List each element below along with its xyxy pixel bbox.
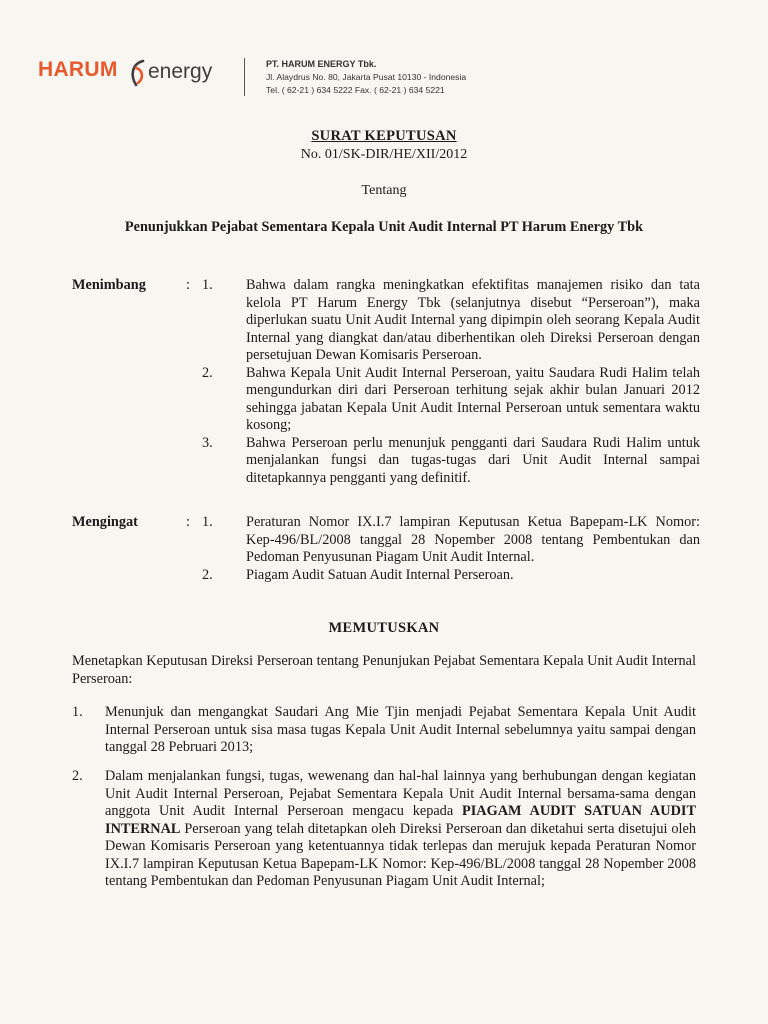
piagam-reference: PIAGAM AUDIT SATUAN AUDIT INTERNAL bbox=[105, 803, 696, 837]
decision-number: 2. bbox=[72, 768, 83, 784]
letterhead-divider bbox=[244, 58, 245, 96]
document-title: SURAT KEPUTUSAN bbox=[311, 128, 457, 144]
decision-intro: Menetapkan Keputusan Direksi Perseroan tentang Penunjukan Pejabat Sementara Kepala Unit Audit Internal Perseroan: bbox=[72, 653, 696, 687]
logo-energy-text: energy bbox=[148, 60, 213, 83]
decision-text: Menunjuk dan mengangkat Saudari Ang Mie Tjin menjadi Pejabat Sementara Kepala Unit Audit Internal Perseroan untuk sisa masa tugas Kepala Unit Audit Internal sebelumnya yaitu sampai dengan tanggal 28 Pebruari 2013; bbox=[105, 704, 696, 755]
company-info bbox=[266, 58, 466, 97]
company-name: PT. HARUM ENERGY Tbk. bbox=[266, 59, 377, 69]
tentang-label: Tentang bbox=[361, 183, 407, 198]
mengingat-list bbox=[202, 514, 700, 584]
decision-text-part: Perseroan yang telah ditetapkan oleh Direksi Perseroan dan diketahui serta disetujui oleh Dewan Komisaris Perseroan yang ketentuannya tidak terlepas dan merujuk kepada Peraturan Nomor IX.I.7 lampiran Keputusan Ketua Bapepam-LK Nomor: Kep-496/BL/2008 tanggal 28 Nopember 2008 tentang Pembentukan dan Pedoman Penyusunan Piagam Unit Audit Internal; bbox=[105, 820, 696, 889]
item-number: 3. bbox=[202, 434, 213, 451]
menimbang-item bbox=[202, 435, 700, 488]
mengingat-colon: : bbox=[186, 514, 190, 530]
item-number: 2. bbox=[202, 364, 213, 381]
mengingat-item bbox=[202, 514, 700, 567]
item-number: 1. bbox=[202, 514, 213, 530]
menimbang-label: Menimbang bbox=[72, 277, 146, 293]
mengingat-item bbox=[202, 567, 700, 585]
menimbang-colon: : bbox=[186, 277, 190, 293]
title-block bbox=[0, 128, 768, 163]
logo-swoosh-icon bbox=[128, 59, 148, 87]
decision-item-1 bbox=[72, 704, 696, 757]
logo-harum-text: HARUM bbox=[38, 58, 118, 81]
company-address: Jl. Alaydrus No. 80, Jakarta Pusat 10130 - Indonesia bbox=[266, 72, 467, 82]
decision-text-part: Dalam menjalankan fungsi, tugas, wewenang dan hal-hal lainnya yang berhubungan dengan kegiatan Unit Audit Internal Perseroan, Pejabat Sementara Kepala Unit Audit Internal bersama-sama dengan anggota Unit Audit Internal Perseroan mengacu kepada bbox=[105, 768, 696, 819]
document-subject: Penunjukkan Pejabat Sementara Kepala Unit Audit Internal PT Harum Energy Tbk bbox=[124, 219, 644, 235]
item-text: Peraturan Nomor IX.I.7 lampiran Keputusan Ketua Bapepam-LK Nomor: Kep-496/BL/2008 tanggal 28 Nopember 2008 tentang Pembentukan dan Pedoman Penyusunan Piagam Unit Audit Internal. bbox=[246, 514, 700, 565]
item-text: Bahwa Perseroan perlu menunjuk pengganti dari Saudara Rudi Halim untuk menjalankan fungsi dan tugas-tugas dari Unit Audit Internal sampai ditetapkannya pengganti yang definitif. bbox=[246, 434, 700, 486]
menimbang-item bbox=[202, 277, 700, 365]
memutuskan-heading: MEMUTUSKAN bbox=[328, 620, 440, 636]
decision-text bbox=[105, 768, 696, 891]
item-text: Bahwa Kepala Unit Audit Internal Perseroan, yaitu Saudara Rudi Halim telah mengundurkan diri dari Perseroan terhitung sejak akhir bulan Januari 2012 sehingga jabatan Kepala Unit Audit Internal Perseroan untuk sementara waktu kosong; bbox=[246, 364, 700, 433]
decision-number: 1. bbox=[72, 704, 83, 720]
item-text: Piagam Audit Satuan Audit Internal Perseroan. bbox=[246, 566, 514, 583]
company-contact: Tel. ( 62-21 ) 634 5222 Fax. ( 62-21 ) 634 5221 bbox=[266, 85, 445, 95]
document-number: No. 01/SK-DIR/HE/XII/2012 bbox=[300, 147, 468, 162]
decision-item-2 bbox=[72, 768, 696, 891]
menimbang-item bbox=[202, 365, 700, 435]
item-number: 1. bbox=[202, 277, 213, 293]
item-text: Bahwa dalam rangka meningkatkan efektifitas manajemen risiko dan tata kelola PT Harum Energy Tbk (selanjutnya disebut “Perseroan”), maka diperlukan suatu Unit Audit Internal yang dipimpin oleh seorang Kepala Audit Internal yang diangkat dan/atau diberhentikan oleh Direksi Perseroan dengan persetujuan Dewan Komisaris Perseroan. bbox=[246, 277, 700, 363]
mengingat-label: Mengingat bbox=[72, 514, 138, 530]
menimbang-list bbox=[202, 277, 700, 487]
item-number: 2. bbox=[202, 566, 213, 583]
